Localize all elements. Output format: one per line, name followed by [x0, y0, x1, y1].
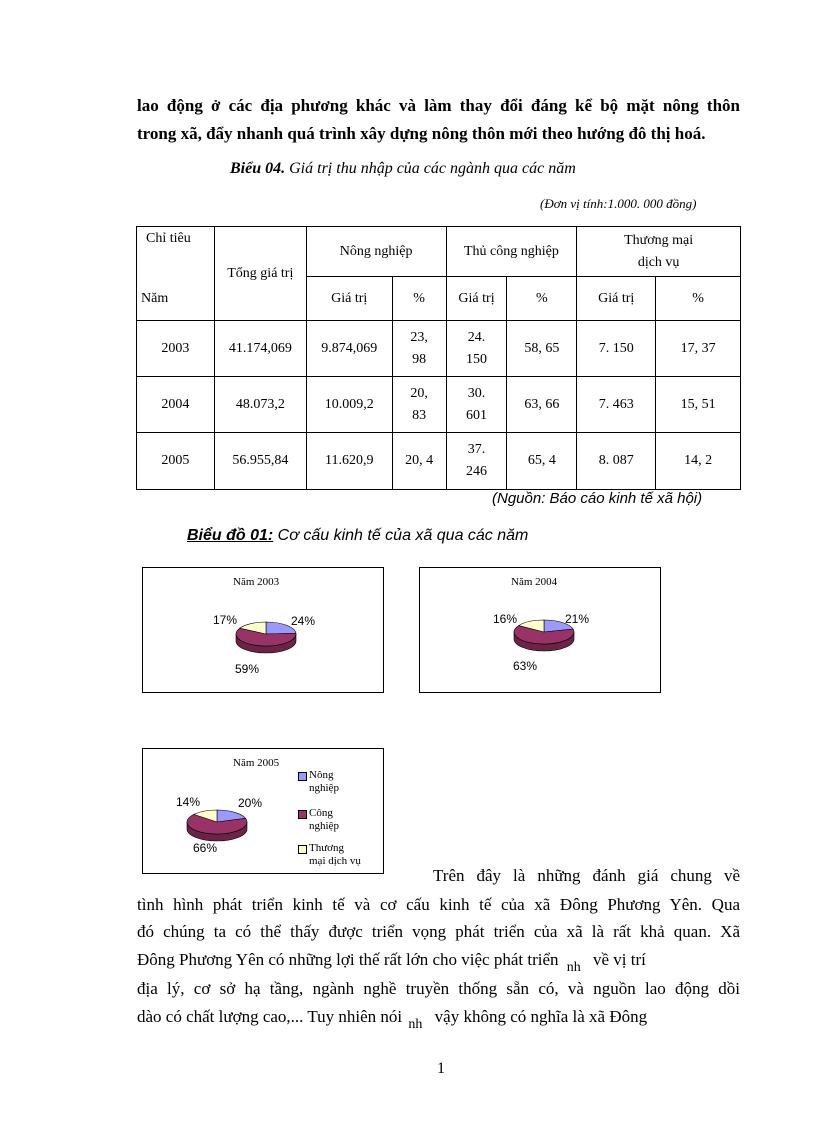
- pie-chart-2005: [142, 748, 384, 874]
- cell-tcn-val-a: 37.: [467, 442, 486, 457]
- cell-nn-val: 11.620,9: [306, 433, 392, 490]
- chart-title-label: Biểu đồ 01:: [187, 527, 274, 544]
- cell-nn-val: 10.009,2: [306, 377, 392, 433]
- cell-nn-pct: [392, 433, 446, 490]
- legend-nong-a: Nông: [309, 769, 334, 781]
- cell-nn-pct-a: 20,: [410, 385, 428, 401]
- pie-svg: [420, 568, 660, 692]
- header-pct: %: [507, 277, 577, 321]
- cell-tcn-val: [446, 433, 507, 490]
- cell-tcn-val-a: 24.: [467, 329, 486, 345]
- cell-tm-val: 7. 150: [577, 321, 656, 377]
- cell-year: 2004: [137, 377, 215, 433]
- cell-tcn-val-b: 601: [466, 407, 487, 423]
- cell-tcn-val: [446, 321, 507, 377]
- cell-year: 2003: [137, 321, 215, 377]
- body-line-6a: dào có chất lượng cao,... Tuy nhiên nói: [137, 1007, 403, 1026]
- cell-total: 56.955,84: [214, 433, 306, 490]
- legend-swatch-nong: [298, 772, 307, 781]
- header-giatri: Giá trị: [446, 277, 507, 321]
- body-line-6b: vậy không có nghĩa là xã Đông: [434, 1007, 648, 1026]
- pie-label-cong: 63%: [513, 659, 538, 673]
- legend-cong-a: Công: [309, 807, 333, 819]
- legend-thuong: [309, 842, 361, 868]
- cell-tm-pct: 17, 37: [656, 321, 741, 377]
- cell-tcn-val-b: 150: [466, 351, 487, 367]
- body-line-6: [137, 1003, 740, 1033]
- body-nh-2: nh: [408, 1017, 423, 1032]
- cell-tcn-val: [446, 377, 507, 433]
- header-tm-line1: Thương mại: [624, 232, 694, 248]
- cell-tcn-pct: 65, 4: [507, 433, 577, 490]
- body-line-1: Trên đây là những đánh giá chung về: [433, 866, 740, 885]
- cell-nn-pct-b: 98: [412, 351, 427, 367]
- header-chitieu-nam: [137, 227, 215, 321]
- pie-label-thuong: 14%: [176, 795, 201, 809]
- cell-tcn-val-b: 246: [466, 464, 487, 479]
- table-row: [137, 321, 741, 377]
- cell-nn-val: 9.874,069: [306, 321, 392, 377]
- legend-thuong-b: mại dịch vụ: [309, 855, 361, 867]
- header-tong: Tổng giá trị: [214, 227, 306, 321]
- cell-nn-pct: [392, 321, 446, 377]
- chart-title: [187, 527, 528, 545]
- body-nh-1: nh: [566, 960, 581, 975]
- header-tm: [577, 227, 741, 277]
- page-number: 1: [437, 1060, 445, 1077]
- legend-swatch-thuong: [298, 845, 307, 854]
- legend-swatch-cong: [298, 810, 307, 819]
- pie-label-cong: 59%: [235, 662, 260, 676]
- pie-label-cong: 66%: [193, 841, 218, 855]
- body-line-5: địa lý, cơ sở hạ tầng, ngành nghề truyền thống sẵn có, và nguồn lao động dồi: [137, 979, 740, 998]
- body-line-3: đó chúng ta có thể thấy được triển vọng phát triển của xã là rất khả quan. Xã: [137, 922, 740, 941]
- cell-total: 41.174,069: [214, 321, 306, 377]
- income-table: [136, 226, 741, 490]
- pie-label-nong: 20%: [238, 796, 263, 810]
- cell-nn-pct-b: 83: [412, 407, 427, 423]
- header-nong: Nông nghiệp: [306, 227, 446, 277]
- header-giatri: Giá trị: [577, 277, 656, 321]
- pie-svg: [143, 568, 383, 692]
- cell-tcn-pct: 63, 66: [507, 377, 577, 433]
- header-chitieu: Chỉ tiêu: [146, 231, 191, 246]
- intro-line-2: trong xã, đẩy nhanh quá trình xây dựng nông thôn mới theo hướng đô thị hoá.: [137, 124, 706, 143]
- table-title-label: Biểu 04.: [230, 160, 286, 177]
- cell-year: 2005: [137, 433, 215, 490]
- body-line-4a: Đông Phương Yên có những lợi thế rất lớn cho việc phát triển: [137, 950, 559, 969]
- cell-tcn-val-a: 30.: [467, 385, 486, 401]
- pie-label-nong: 21%: [565, 612, 590, 626]
- unit-note: (Đơn vị tính:1.000. 000 đồng): [540, 196, 697, 211]
- table-row: [137, 433, 741, 490]
- body-line-2: tình hình phát triển kinh tế và cơ cấu kinh tế của xã Đông Phương Yên. Qua: [137, 895, 740, 914]
- cell-nn-pct: [392, 377, 446, 433]
- cell-tm-val: 7. 463: [577, 377, 656, 433]
- legend-cong: [309, 807, 339, 833]
- chart-title-text: Cơ cấu kinh tế của xã qua các năm: [273, 527, 529, 544]
- pie-title: Năm 2004: [511, 576, 558, 588]
- source-note: (Nguồn: Báo cáo kinh tế xã hội): [492, 490, 703, 507]
- body-line-4b: về vị trí: [593, 950, 646, 969]
- cell-nn-pct-a: 20, 4: [405, 453, 434, 468]
- header-giatri: Giá trị: [306, 277, 392, 321]
- legend-nong-b: nghiệp: [309, 782, 339, 794]
- pie-title: Năm 2005: [233, 757, 280, 769]
- header-pct: %: [656, 277, 741, 321]
- pie-chart-2004: [419, 567, 661, 693]
- cell-nn-pct-a: 23,: [410, 329, 428, 345]
- legend-nong: [309, 769, 339, 795]
- cell-tcn-pct: 58, 65: [507, 321, 577, 377]
- pie-label-thuong: 17%: [213, 613, 238, 627]
- body-line-4: [137, 946, 740, 976]
- pie-label-nong: 24%: [291, 614, 316, 628]
- cell-tm-pct: 14, 2: [656, 433, 741, 490]
- cell-total: 48.073,2: [214, 377, 306, 433]
- header-pct: %: [392, 277, 446, 321]
- header-thu: Thủ công nghiệp: [446, 227, 577, 277]
- table-row: [137, 377, 741, 433]
- pie-label-thuong: 16%: [493, 612, 518, 626]
- header-nam: Năm: [141, 291, 169, 306]
- intro-line-1: lao động ở các địa phương khác và làm thay đổi đáng kể bộ mặt nông thôn: [137, 96, 740, 115]
- cell-tm-pct: 15, 51: [656, 377, 741, 433]
- legend-cong-b: nghiệp: [309, 820, 339, 832]
- table-title-text: Giá trị thu nhập của các ngành qua các năm: [285, 160, 576, 177]
- cell-tm-val: 8. 087: [577, 433, 656, 490]
- header-tm-line2: dịch vụ: [637, 254, 680, 270]
- table-title: [230, 160, 576, 178]
- legend-thuong-a: Thương: [309, 842, 344, 854]
- pie-title: Năm 2003: [233, 576, 280, 588]
- pie-chart-2003: [142, 567, 384, 693]
